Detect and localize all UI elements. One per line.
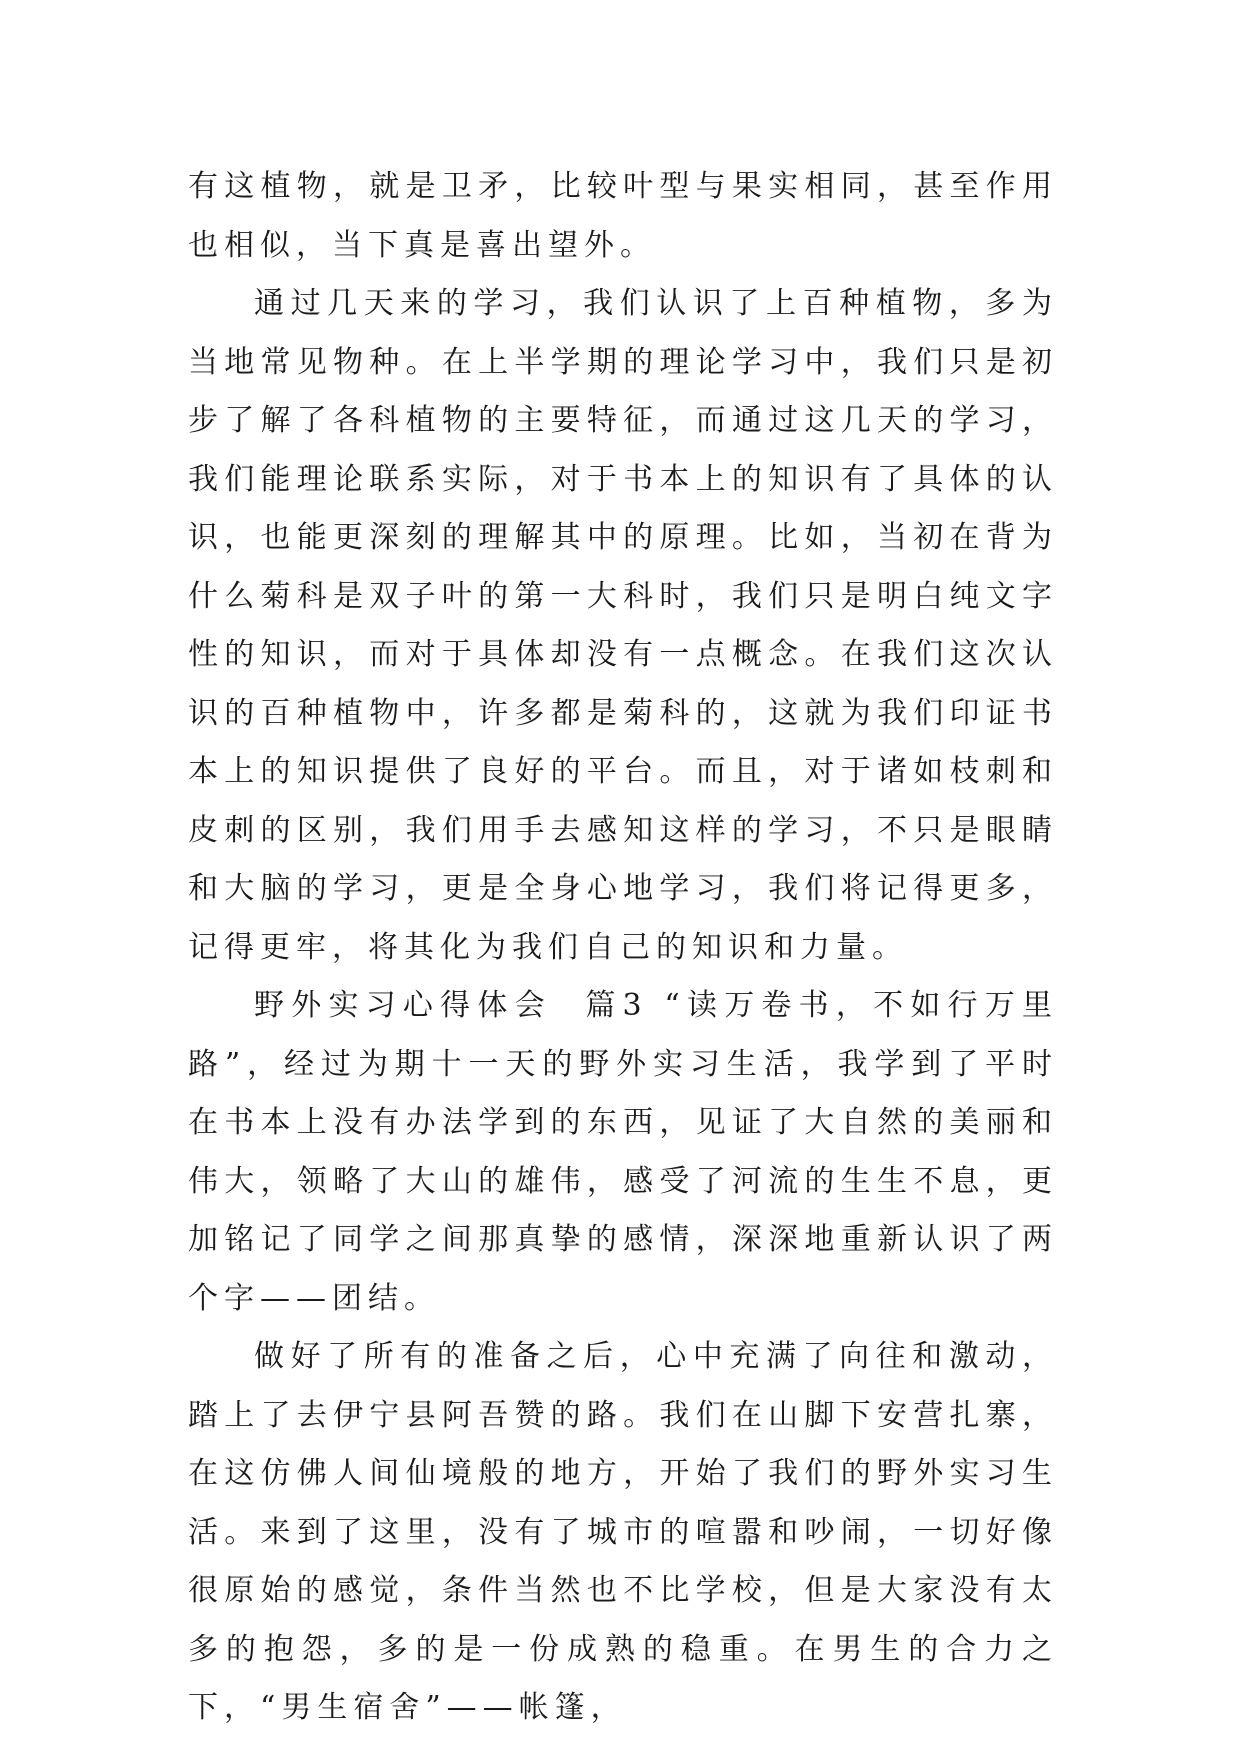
paragraph-2: 通过几天来的学习，我们认识了上百种植物，多为当地常见物种。在上半学期的理论学习中，我们只是初步了解了各科植物的主要特征，而通过这几天的学习，我们能理论联系实际，对于书本上的知识有了具体的认识，也能更深刻的理解其中的原理。比如，当初在背为什么菊科是双子叶的第一大科时，我们只是明白纯文字性的知识，而对于具体却没有一点概念。在我们这次认识的百种植物中，许多都是菊科的，这就为我们印证书本上的知识提供了良好的平台。而且，对于诸如枝刺和皮刺的区别，我们用手去感知这样的学习，不只是眼睛和大脑的学习，更是全身心地学习，我们将记得更多，记得更牢，将其化为我们自己的知识和力量。 bbox=[188, 286, 1058, 965]
paragraph-3 bbox=[188, 977, 1058, 1328]
section-spacer bbox=[648, 988, 665, 1023]
paragraph-1: 有这植物，就是卫矛，比较叶型与果实相同，甚至作用也相似，当下真是喜出望外。 bbox=[188, 169, 1058, 263]
paragraph-3-text: “读万卷书，不如行万里路”，经过为期十一天的野外实习生活，我学到了平时在书本上没有办法学到的东西，见证了大自然的美丽和伟大，领略了大山的雄伟，感受了河流的生生不息，更加铭记了同学之间那真挚的感情，深深地重新认识了两个字——团结。 bbox=[188, 988, 1058, 1316]
paragraph-4: 做好了所有的准备之后，心中充满了向往和激动，踏上了去伊宁县阿吾赞的路。我们在山脚下安营扎寨，在这仿佛人间仙境般的地方，开始了我们的野外实习生活。来到了这里，没有了城市的喧嚣和吵闹，一切好像很原始的感觉，条件当然也不比学校，但是大家没有太多的抱怨，多的是一份成熟的稳重。在男生的合力之下，“男生宿舍”——帐篷， bbox=[188, 1339, 1058, 1725]
section-heading: 野外实习心得体会 篇3 bbox=[254, 988, 648, 1023]
document-body bbox=[188, 158, 1058, 1738]
